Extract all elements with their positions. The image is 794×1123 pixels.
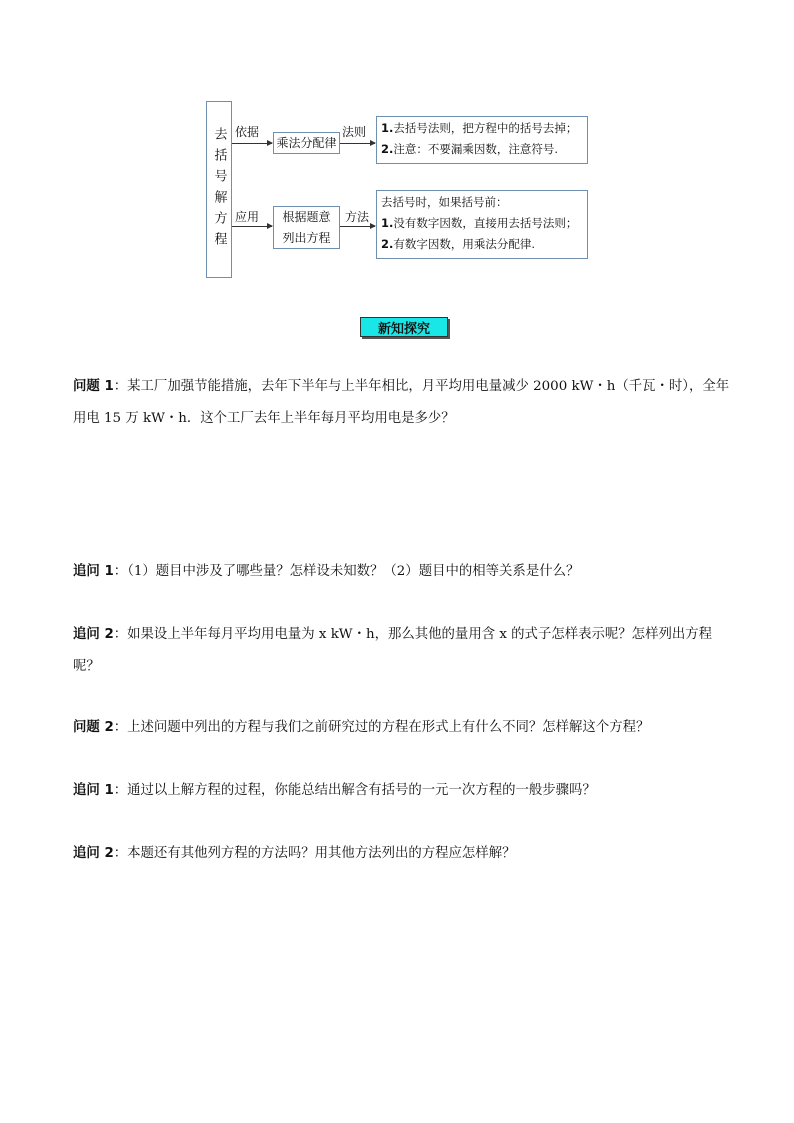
edge-label-basis: 依据 — [235, 125, 260, 139]
follow-up-2-2: 追问 2：本题还有其他列方程的方法吗？用其他方法列出的方程应怎样解？ — [73, 846, 516, 861]
method-intro: 去括号时，如果括号前： — [381, 195, 508, 209]
method-item-2: 2.有数字因数，用乘法分配律. — [381, 237, 536, 251]
rule-item-2: 2.注意：不要漏乘因数，注意符号. — [381, 142, 559, 156]
rule-item-1: 1.去括号法则，把方程中的括号去掉； — [381, 121, 578, 135]
arrow-basis — [232, 143, 272, 144]
arrow-rule — [340, 143, 375, 144]
diagram-root-node — [206, 101, 232, 278]
arrow-apply — [232, 226, 272, 227]
question-1: 问题 1：某工厂加强节能措施，去年下半年与上半年相比，月平均用电量减少 2000 kW・h（千瓦・时），全年用电 15 万 kW・h．这个工厂去年上半年每月平均用电是多少？ — [73, 379, 730, 426]
follow-up-1-2: 追问 2：如果设上半年每月平均用电量为 x kW・h，那么其他的量用含 x 的式子怎样表示呢？怎样列出方程呢？ — [73, 627, 713, 674]
follow-up-1-1: 追问 1：（1）题目中涉及了哪些量？怎样设未知数？（2）题目中的相等关系是什么？ — [73, 564, 580, 579]
node-distributive-law — [273, 132, 340, 154]
node-set-up-equation-line2: 列出方程 — [282, 230, 331, 245]
node-set-up-equation-line1: 根据题意 — [282, 209, 331, 224]
edge-label-rule: 法则 — [342, 125, 367, 139]
node-distributive-law-label: 乘法分配律 — [276, 135, 337, 150]
section-title: 新知探究 — [360, 317, 448, 337]
rule-list-box — [376, 116, 588, 164]
diagram-root-label: 去括号解方程 — [211, 126, 227, 253]
edge-label-method: 方法 — [345, 210, 370, 224]
follow-up-2-1: 追问 1：通过以上解方程的过程，你能总结出解含有括号的一元一次方程的一般步骤吗？ — [73, 783, 596, 798]
node-set-up-equation — [273, 206, 340, 249]
method-list-box — [376, 190, 588, 259]
edge-label-apply: 应用 — [235, 210, 260, 224]
question-2: 问题 2：上述问题中列出的方程与我们之前研究过的方程在形式上有什么不同？怎样解这个方程？ — [73, 720, 650, 735]
method-item-1: 1.没有数字因数，直接用去括号法则； — [381, 216, 578, 230]
arrow-method — [340, 226, 375, 227]
